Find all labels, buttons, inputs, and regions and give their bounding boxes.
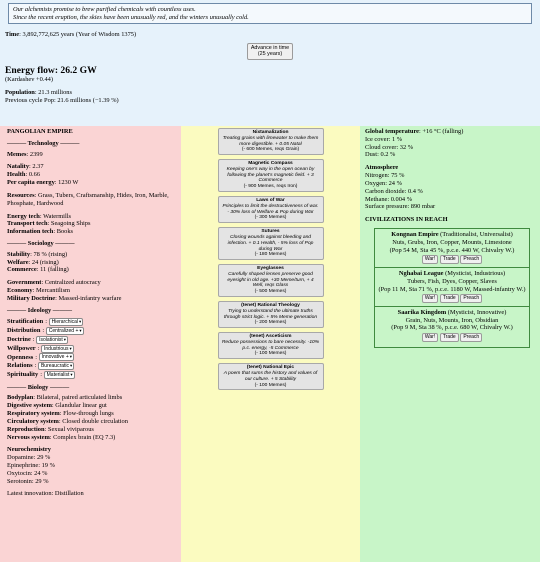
ideology-row-relations: Relations : Bureaucratic ▾ xyxy=(7,362,73,370)
ideology-row-openness: Openness : Innovative + ▾ xyxy=(7,353,72,361)
tech-name: (tenet) National Epic xyxy=(246,365,295,371)
doctrine-select[interactable] xyxy=(36,336,68,344)
stability xyxy=(7,251,174,259)
nervous-value: : Complex brain (EQ 7.3) xyxy=(49,433,116,441)
divider xyxy=(375,267,529,268)
civ-ideology: (Mysticist, Industrious) xyxy=(443,269,506,277)
ideology-row-doctrine: Doctrine : Isolationist ▾ xyxy=(7,335,66,343)
select-value: Industrious xyxy=(44,345,69,352)
reproduction-value: : Sexual viviparous xyxy=(44,425,94,433)
chevron-down-icon: ▾ xyxy=(69,345,72,351)
war-button[interactable]: War! xyxy=(422,255,438,264)
economy-label: Economy xyxy=(7,287,33,294)
health-label: Health xyxy=(7,171,26,179)
energy-flow: Energy flow: 26.2 GW xyxy=(5,64,97,76)
time-readout xyxy=(5,31,535,39)
atmosphere-header: Atmosphere xyxy=(365,164,399,172)
oxygen: Oxygen: 24 % xyxy=(365,179,402,187)
relations-select[interactable] xyxy=(38,362,74,370)
world-panel xyxy=(360,126,540,562)
population-label: Population xyxy=(5,89,35,97)
energy-value: : 1230 W xyxy=(54,179,79,187)
civ-actions xyxy=(378,294,526,303)
select-value: Bureaucratic xyxy=(40,363,70,370)
serotonin: Serotonin: 29 % xyxy=(7,477,49,485)
chevron-down-icon: ▾ xyxy=(69,354,72,360)
health-value: : 0.66 xyxy=(25,171,41,179)
methane: Methane: 0.004 % xyxy=(365,195,413,203)
tech-cost: (- 100 Memes) xyxy=(254,382,287,388)
advance-wrap xyxy=(5,43,535,60)
tech-desc: A poem that sums the history and values of our culture. + 5 Stability xyxy=(223,371,318,382)
dust: Dust: 0.2 % xyxy=(365,151,396,159)
tech-card-magnetic-compass[interactable] xyxy=(218,159,324,192)
welfare-label: Welfare xyxy=(7,258,29,266)
empire-name: PANGOLIAN EMPIRE xyxy=(7,128,73,135)
ideology-header: ——— Ideology ——— xyxy=(7,306,72,314)
reproduction xyxy=(7,426,174,434)
circulatory-system xyxy=(7,418,174,426)
tech-card-asceticism[interactable] xyxy=(218,332,324,359)
energy-tech xyxy=(7,213,174,221)
tech-name: Sutures xyxy=(261,229,280,235)
time-label: Time xyxy=(5,31,20,38)
civilizations-list xyxy=(374,228,530,348)
ideology-label: Spirituality xyxy=(7,371,39,379)
event-notice xyxy=(8,3,532,24)
memes-value: : 2399 xyxy=(26,150,43,158)
nitrogen: Nitrogen: 75 % xyxy=(365,172,405,180)
select-value: Centralized + xyxy=(48,327,79,334)
ideology-label: Openness xyxy=(7,353,34,361)
natality xyxy=(7,163,174,171)
select-value: Isolationist xyxy=(39,336,63,343)
advance-line-2: (25 years) xyxy=(257,51,283,58)
tech-panel xyxy=(181,126,360,562)
stability-label: Stability xyxy=(7,250,31,258)
bodyplan xyxy=(7,394,174,402)
sociology-header: ——— Sociology ——— xyxy=(7,239,75,247)
respiratory-system xyxy=(7,410,174,418)
tech-name: Laws of War xyxy=(256,198,285,204)
openness-select[interactable] xyxy=(39,353,74,361)
population xyxy=(5,89,535,97)
reproduction-label: Reproduction xyxy=(7,425,45,433)
tech-desc: Carefully shaped lenses preserve good eyesight in old age. +30 Meme/turn, + 4 Well, reqs Glass xyxy=(227,271,314,289)
ideology-label: Distribution xyxy=(7,326,41,334)
digestive-value: : Glandular linear gut xyxy=(51,402,107,410)
military-value: : Massed-infantry warfare xyxy=(55,294,122,302)
tech-cost: (- 900 Memes, reqs Iron) xyxy=(243,184,298,190)
commerce xyxy=(7,266,174,274)
ideology-label: Relations xyxy=(7,362,33,370)
tech-cost: (- 100 Memes) xyxy=(254,351,287,357)
cloud-cover: Cloud cover: 32 % xyxy=(365,143,414,151)
government xyxy=(7,279,174,287)
natality-label: Natality xyxy=(7,163,30,171)
civ-actions xyxy=(378,333,526,342)
health xyxy=(7,171,174,179)
carbon-dioxide: Carbon dioxide: 0.4 % xyxy=(365,187,423,195)
government-label: Government xyxy=(7,279,42,287)
dopamine: Dopamine: 29 % xyxy=(7,454,51,462)
tech-cost: (- 200 Memes) xyxy=(254,320,287,326)
bodyplan-value: : Bilateral, paired articulated limbs xyxy=(33,394,123,402)
ideology-row-willpower: Willpower : Industrious ▾ xyxy=(7,344,72,352)
circulatory-value: : Closed double circulation xyxy=(58,417,128,425)
civ-ideology: (Traditionalist, Universalist) xyxy=(438,230,513,238)
tech-card-national-epic[interactable] xyxy=(218,363,324,390)
civ-stats: (Pop 9 M, Sta 38 %, p.c.e. 680 W, Chivalry W.) xyxy=(391,324,513,332)
trade-button[interactable]: Trade xyxy=(440,294,459,303)
chevron-down-icon: ▾ xyxy=(79,327,82,333)
military-doctrine xyxy=(7,295,174,303)
tech-name: (tenet) Asceticism xyxy=(249,334,292,340)
ideology-label: Doctrine xyxy=(7,335,31,343)
civ-resources: Grain, Nuts, Mounts, Iron, Obsidian xyxy=(405,316,499,324)
tech-name: Nixtamalization xyxy=(252,130,289,135)
chevron-down-icon: ▾ xyxy=(79,318,82,324)
memes-label: Memes xyxy=(7,150,27,158)
transport-tech-value: : Seagoing Ships xyxy=(47,220,91,228)
notice-line-2: Since the recent eruption, the skies have been unusually red, and the winters unusually cold. xyxy=(13,13,249,21)
civ-name: Saarika Kingdom xyxy=(397,308,447,316)
tech-card-sutures[interactable] xyxy=(218,227,324,260)
info-tech-label: Information tech xyxy=(7,228,54,236)
population-value: : 21.3 millions xyxy=(34,89,72,97)
main-columns xyxy=(0,126,540,562)
kardashev: (Kardashev +0.44) xyxy=(5,76,53,84)
tech-desc: Closing wounds against bleeding and infection. + 0.1 Health, - 5% loss of Pop during War xyxy=(227,234,314,252)
civ-name: Kongnan Empire xyxy=(391,230,439,238)
distribution-select[interactable] xyxy=(46,327,84,335)
civ-nghabai xyxy=(378,270,526,303)
chevron-down-icon: ▾ xyxy=(63,336,66,342)
latest-innovation: Latest innovation: Distillation xyxy=(7,490,84,498)
ideology-row-stratification: Stratification : Hierarchical ▾ xyxy=(7,317,82,325)
advance-time-button[interactable] xyxy=(247,43,293,60)
ideology-row-distribution: Distribution : Centralized + ▾ xyxy=(7,326,82,334)
epinephrine: Epinephrine: 19 % xyxy=(7,461,55,469)
stability-value: : 78 % (rising) xyxy=(30,250,68,258)
tech-name: Magnetic Compass xyxy=(248,161,293,167)
war-button[interactable]: War! xyxy=(422,294,438,303)
government-value: : Centralized autocracy xyxy=(41,279,101,287)
surface-pressure: Surface pressure: 890 mbar xyxy=(365,203,436,211)
commerce-label: Commerce xyxy=(7,266,37,274)
energy-label: Per capita energy xyxy=(7,179,55,187)
tech-cost: (- 500 Memes) xyxy=(254,289,287,295)
per-capita-energy xyxy=(7,179,174,187)
oxytocin: Oxytocin: 24 % xyxy=(7,469,48,477)
spirituality-select[interactable] xyxy=(44,371,75,379)
circulatory-label: Circulatory system xyxy=(7,417,59,425)
global-temp-label: Global temperature xyxy=(365,128,420,135)
biology-header: ——— Biology ——— xyxy=(7,383,70,391)
civ-kongnan xyxy=(378,231,526,264)
tech-desc: Trying to understand the ultimate truths through strict logic. + 5% Meme generation xyxy=(223,308,318,320)
global-temperature xyxy=(365,128,535,136)
digestive-label: Digestive system xyxy=(7,402,52,410)
tech-name: (tenet) Rational Theology xyxy=(241,302,300,308)
ideology-label: Willpower xyxy=(7,344,36,352)
willpower-select[interactable] xyxy=(41,345,74,353)
select-value: Hierarchical xyxy=(51,318,78,325)
transport-tech xyxy=(7,220,174,228)
respiratory-value: : Flow-through lungs xyxy=(59,410,114,418)
technology-header: ——— Technology ——— xyxy=(7,139,80,147)
divider xyxy=(375,306,529,307)
chevron-down-icon: ▾ xyxy=(70,363,73,369)
select-value: Innovative + xyxy=(41,354,69,361)
stratification-select[interactable] xyxy=(49,318,84,326)
civ-stats: (Pop 54 M, Sta 45 %, p.c.e. 440 W, Chivalry W.) xyxy=(389,246,515,254)
tech-card-eyeglasses[interactable] xyxy=(218,264,324,297)
tech-desc: Principles to limit the destructiveness of war. - 30% loss of Welfare & Pop during War xyxy=(222,203,319,215)
civ-actions xyxy=(378,255,526,264)
nervous-label: Nervous system xyxy=(7,433,50,441)
info-tech-value: : Books xyxy=(53,228,74,236)
civilizations-header: CIVILIZATIONS IN REACH xyxy=(365,216,448,224)
previous-population: Previous cycle Pop: 21.6 millions (−1.39 %) xyxy=(5,96,119,104)
respiratory-label: Respiratory system xyxy=(7,410,60,418)
civ-name: Nghabai League xyxy=(398,269,444,277)
ice-cover: Ice cover: 1 % xyxy=(365,135,403,143)
tech-cost: (- 300 Memes) xyxy=(254,215,287,221)
ideology-label: Stratification xyxy=(7,317,44,325)
ideology-list xyxy=(7,317,174,379)
energy-tech-label: Energy tech xyxy=(7,212,40,220)
digestive-system xyxy=(7,402,174,410)
memes xyxy=(7,151,174,159)
nervous-system xyxy=(7,434,174,442)
tech-card-laws-of-war[interactable] xyxy=(218,196,324,223)
global-temp-value: : +16 °C (falling) xyxy=(419,128,464,135)
natality-value: : 2.37 xyxy=(29,163,44,171)
neurochemistry-header: Neurochemistry xyxy=(7,446,51,454)
information-tech xyxy=(7,228,174,236)
military-label: Military Doctrine xyxy=(7,294,56,302)
welfare-value: : 24 (rising) xyxy=(28,258,59,266)
civilization-panel xyxy=(0,126,181,562)
civ-ideology: (Mysticist, Innovative) xyxy=(446,308,507,316)
select-value: Materialist xyxy=(46,372,70,379)
tech-desc: Reduce possessions to bare necessity. -10% p.c. energy, -5 Commerce xyxy=(221,339,320,351)
tech-desc: Treating grains with limewater to make them more digestible. + 0.05 Natal xyxy=(222,135,319,147)
war-button[interactable]: War! xyxy=(422,333,438,342)
transport-tech-label: Transport tech xyxy=(7,220,48,228)
trade-button[interactable]: Trade xyxy=(440,333,459,342)
ideology-row-spirituality: Spirituality : Materialist ▾ xyxy=(7,371,73,379)
welfare xyxy=(7,259,174,267)
preach-button[interactable]: Preach xyxy=(460,255,482,264)
resources-value: : Grass, Tubers, Craftsmanship, Hides, Iron, Marble, Phosphate, Hardwood xyxy=(7,191,169,207)
economy-value: : Mercantilism xyxy=(32,287,71,294)
preach-button[interactable]: Preach xyxy=(460,333,482,342)
trade-button[interactable]: Trade xyxy=(440,255,459,264)
tech-cost: (- 600 Memes, reqs Grain) xyxy=(241,147,300,153)
civ-saarika xyxy=(378,309,526,342)
commerce-value: : 11 (falling) xyxy=(36,266,69,274)
economy xyxy=(7,287,174,295)
tech-card-nixtamalization[interactable] xyxy=(218,128,324,155)
resources-label: Resources xyxy=(7,191,35,199)
civ-stats: (Pop 11 M, Sta 71 %, p.c.e. 1180 W, Massed-infantry W.) xyxy=(378,285,526,293)
tech-desc: Keeping one's way in the open ocean by following the planet's magnetic field. + 3 Commerce xyxy=(226,166,315,184)
energy-tech-value: : Watermills xyxy=(39,212,71,220)
notice-line-1: Our alchemists promise to brew purified chemicals with countless uses. xyxy=(13,6,196,13)
tech-card-rational-theology[interactable] xyxy=(218,301,324,328)
time-value: : 3,892,772,625 years (Year of Wisdom 1375) xyxy=(19,31,137,38)
chevron-down-icon: ▾ xyxy=(70,372,73,378)
tech-cost: (- 180 Memes) xyxy=(254,252,287,258)
civ-resources: Nuts, Grubs, Iron, Copper, Mounts, Limestone xyxy=(392,238,512,246)
bodyplan-label: Bodyplan xyxy=(7,394,34,402)
civ-resources: Tubers, Fish, Dyes, Copper, Slaves xyxy=(407,277,497,285)
tech-name: Eyeglasses xyxy=(257,266,284,272)
advance-line-1: Advance in time xyxy=(250,44,290,51)
resources xyxy=(7,192,174,208)
preach-button[interactable]: Preach xyxy=(460,294,482,303)
top-panel xyxy=(0,0,540,126)
